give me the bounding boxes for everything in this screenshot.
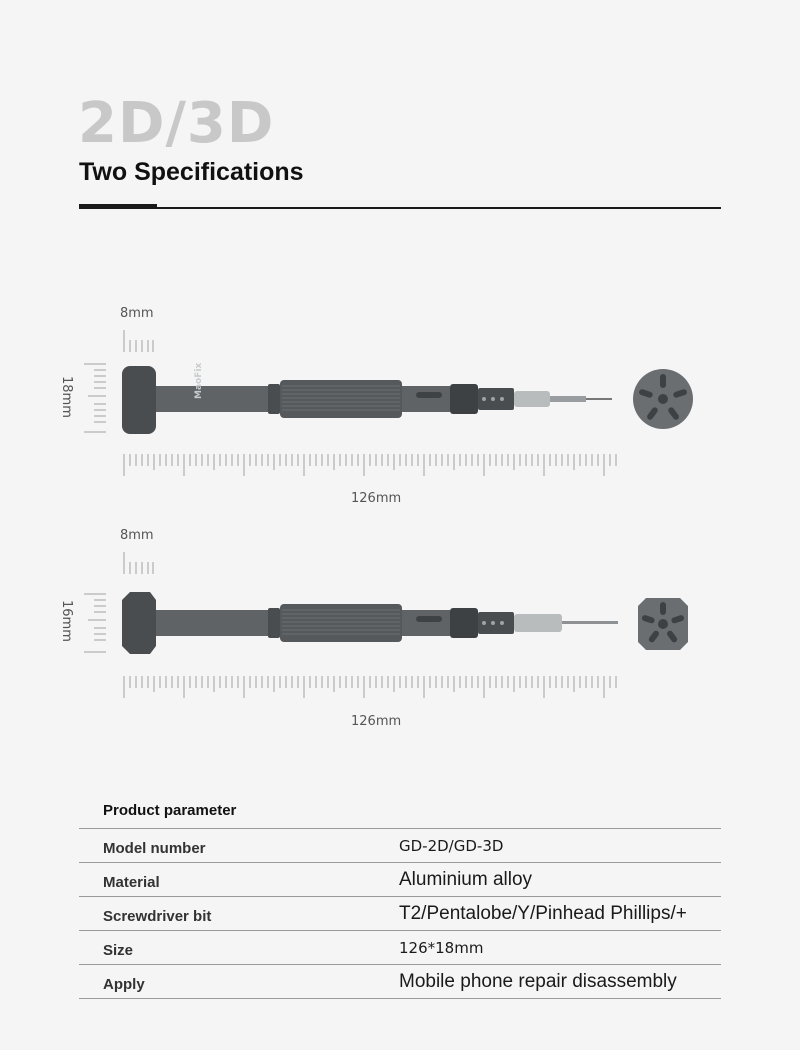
brand-logo: MaoFix <box>194 362 204 399</box>
hero-subtitle: Two Specifications <box>79 158 304 186</box>
title-divider-accent <box>79 204 157 209</box>
param-label: Apply <box>103 976 145 993</box>
screwdriver-3d-drawing <box>0 522 800 722</box>
table-row <box>79 896 721 930</box>
head-width-ruler <box>124 552 153 574</box>
length-ruler <box>124 676 616 698</box>
screwdriver-2d-drawing <box>0 300 800 500</box>
params-table <box>79 828 721 999</box>
head-height-ruler <box>84 364 106 432</box>
table-row <box>79 862 721 896</box>
param-value: Mobile phone repair disassembly <box>399 971 677 992</box>
screwdriver-diagram-2d <box>0 300 800 506</box>
table-row <box>79 828 721 862</box>
head-width-label: 8mm <box>120 306 154 321</box>
head-height-label: 18mm <box>59 376 74 418</box>
hero-title: 2D/3D <box>78 91 275 156</box>
table-row <box>79 964 721 999</box>
head-end-view-round <box>633 369 693 429</box>
param-value: GD-2D/GD-3D <box>399 837 504 855</box>
param-label: Size <box>103 942 134 959</box>
title-divider <box>79 207 721 209</box>
head-width-label: 8mm <box>120 528 154 543</box>
param-value: Aluminium alloy <box>399 869 533 890</box>
head-end-view-hex <box>638 598 688 650</box>
screwdriver-diagram-3d <box>0 522 800 729</box>
length-label: 126mm <box>351 491 402 506</box>
screwdriver-2d <box>122 363 612 434</box>
head-height-ruler <box>84 594 106 652</box>
head-width-ruler <box>124 330 153 352</box>
param-label: Material <box>103 874 160 891</box>
param-value: 126*18mm <box>399 939 484 957</box>
param-value: T2/Pentalobe/Y/Pinhead Phillips/+ <box>399 903 687 924</box>
screwdriver-3d <box>122 592 618 654</box>
table-row <box>79 930 721 964</box>
params-title: Product parameter <box>103 802 237 819</box>
length-ruler <box>124 454 616 476</box>
length-label: 126mm <box>351 714 402 729</box>
param-label: Model number <box>103 840 206 857</box>
param-label: Screwdriver bit <box>103 908 212 925</box>
head-height-label: 16mm <box>59 600 74 642</box>
